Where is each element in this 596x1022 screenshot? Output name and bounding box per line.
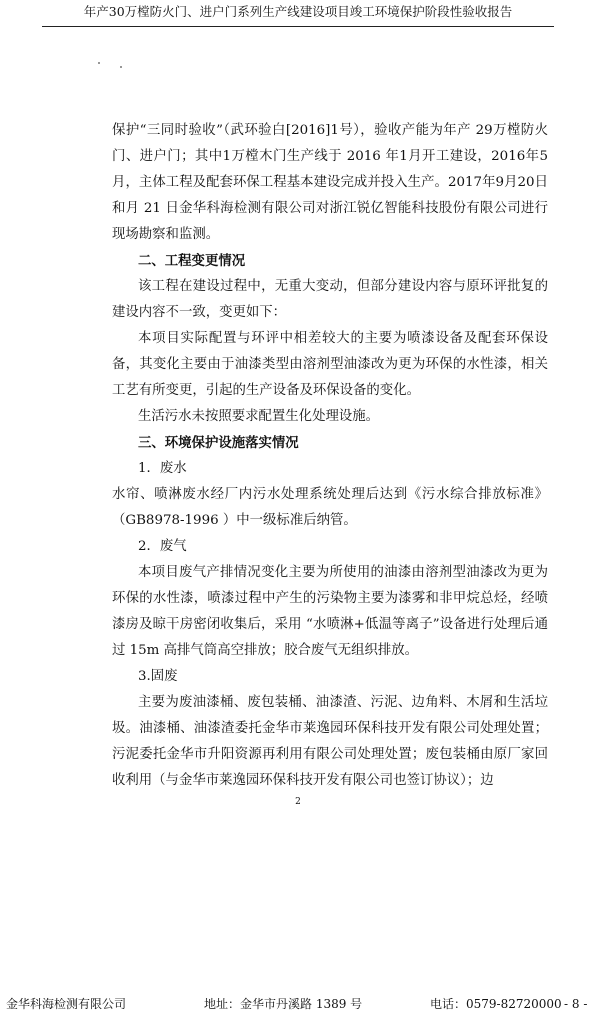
footer-phone: 电话：0579-82720000 xyxy=(430,997,562,1011)
scan-speck xyxy=(98,62,100,64)
subheading-solid-waste: 3.固废 xyxy=(138,669,178,684)
report-body xyxy=(112,118,548,794)
paragraph-wastewater: 水帘、喷淋废水经厂内污水处理系统处理后达到《污水综合排放标准》（GB8978-1996 ）中一级标准后纳管。 xyxy=(112,487,548,528)
inner-page-number: 2 xyxy=(295,797,301,807)
footer-address: 地址：金华市丹溪路 1389 号 xyxy=(204,997,363,1011)
paragraph-domestic-sewage: 生活污水未按照要求配置生化处理设施。 xyxy=(138,409,380,424)
heading-engineering-changes: 二、工程变更情况 xyxy=(138,253,246,269)
paragraph-acceptance-intro: 保护“三同时验收”（武环验白[2016]1号），验收产能为年产 29万樘防火门、进户门；其中1万樘木门生产线于 2016 年1月开工建设，2016年5月，主体工程及配套环保工程基本建设完成并投入生产。2017年9月20日和月 21 日金华科海检测有限公司对浙江锐亿智能科技股份有限公司进行现场勘察和监测。 xyxy=(112,123,548,242)
paragraph-equipment-changes: 本项目实际配置与环评中相差较大的主要为喷漆设备及配套环保设备，其变化主要由于油漆类型由溶剂型油漆改为更为环保的水性漆，相关工艺有所变更，引起的生产设备及环保设备的变化。 xyxy=(112,331,548,398)
footer-page-number: - 8 - xyxy=(564,997,588,1011)
subheading-wastewater: 1．废水 xyxy=(138,461,187,476)
paragraph-changes-overview: 该工程在建设过程中，无重大变动，但部分建设内容与原环评批复的建设内容不一致，变更如下： xyxy=(112,279,548,320)
footer-company: 金华科海检测有限公司 xyxy=(6,997,127,1011)
report-header-title: 年产30万樘防火门、进户门系列生产线建设项目竣工环境保护阶段性验收报告 xyxy=(83,4,513,19)
header-divider xyxy=(42,26,554,27)
subheading-exhaust-gas: 2．废气 xyxy=(138,539,187,554)
scan-speck xyxy=(120,66,122,68)
paragraph-exhaust-gas: 本项目废气产排情况变化主要为所使用的油漆由溶剂型油漆改为更为环保的水性漆，喷漆过程中产生的污染物主要为漆雾和非甲烷总烃，经喷漆房及晾干房密闭收集后，采用 “水喷淋+低温等离子”设备进行处理后通过 15m 高排气筒高空排放；胶合废气无组织排放。 xyxy=(112,565,548,658)
heading-environmental-facilities: 三、环境保护设施落实情况 xyxy=(138,435,299,451)
page-footer xyxy=(0,996,596,1016)
paragraph-solid-waste: 主要为废油漆桶、废包装桶、油漆渣、污泥、边角料、木屑和生活垃圾。油漆桶、油漆渣委托金华市莱逸园环保科技开发有限公司处理处置；污泥委托金华市升阳资源再利用有限公司处理处置；废包装桶由原厂家回收利用（与金华市莱逸园环保科技开发有限公司也签订协议）；边 xyxy=(112,695,548,788)
